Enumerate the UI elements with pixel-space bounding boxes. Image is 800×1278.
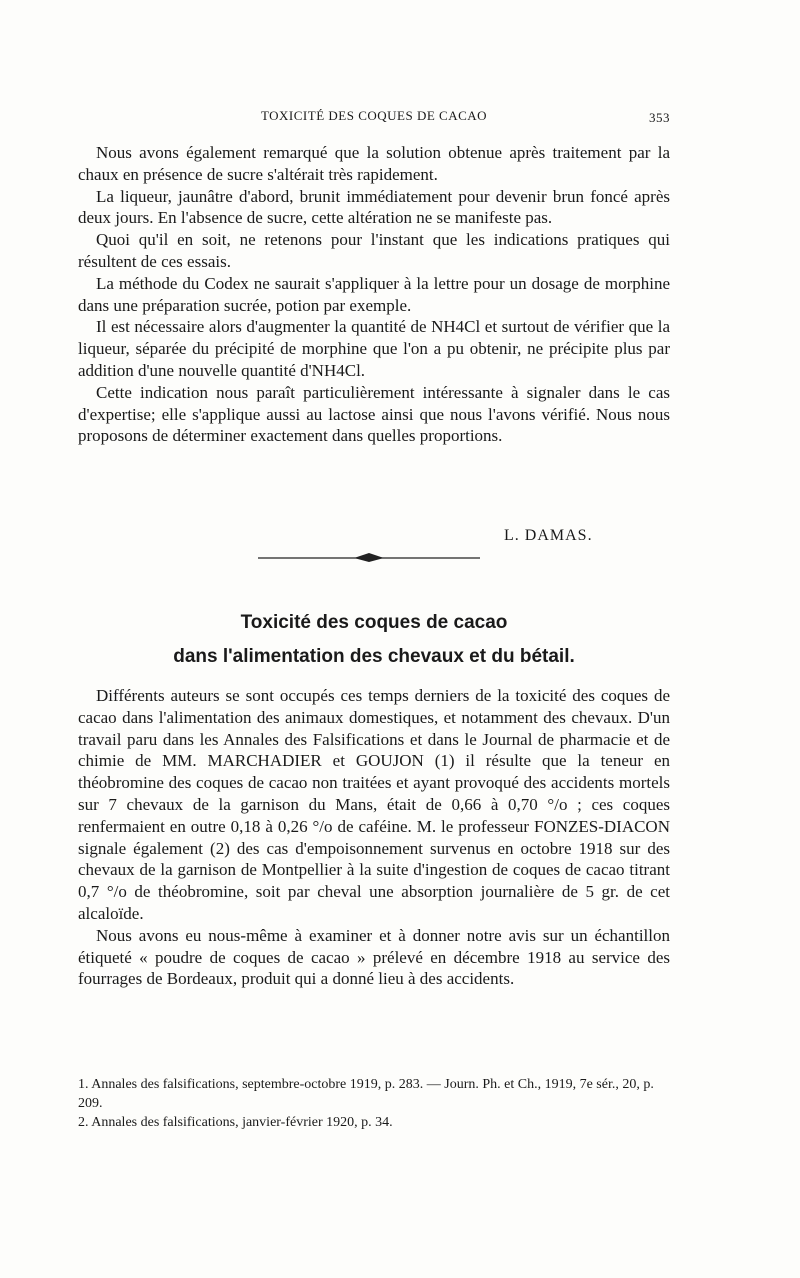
footnotes <box>78 1075 670 1132</box>
paragraph: Quoi qu'il en soit, ne retenons pour l'instant que les indications pratiques qui résultent de ces essais. <box>78 230 670 271</box>
article-body <box>78 685 670 990</box>
running-title: TOXICITÉ DES COQUES DE CACAO <box>260 108 488 123</box>
paragraph: La méthode du Codex ne saurait s'appliquer à la lettre pour un dosage de morphine dans une préparation sucrée, potion par exemple. <box>78 273 670 315</box>
paragraph: La liqueur, jaunâtre d'abord, brunit immédiatement pour devenir brun foncé après deux jours. En l'absence de sucre, cette altération ne se manifeste pas. <box>78 186 670 228</box>
article-title-line-2: dans l'alimentation des chevaux et du bétail. <box>173 646 575 667</box>
author-signature: L. DAMAS. <box>504 527 593 544</box>
paragraph: Cette indication nous paraît particulièrement intéressante à signaler dans le cas d'expertise; elle s'applique aussi au lactose ainsi que nous l'avons vérifié. Nous nous proposons de déterminer exactement dans quelles proportions. <box>78 382 670 446</box>
footnote: 1. Annales des falsifications, septembre-octobre 1919, p. 283. — Journ. Ph. et Ch., 1919, 7e sér., 20, p. 209. <box>78 1077 654 1111</box>
paragraph: Nous avons également remarqué que la solution obtenue après traitement par la chaux en présence de sucre s'altérait très rapidement. <box>78 143 670 184</box>
paragraph: Nous avons eu nous-même à examiner et à donner notre avis sur un échantillon étiqueté « poudre de coques de cacao » prélevé en décembre 1918 au service des fourrages de Bordeaux, produit qui a donné lieu à des accidents. <box>78 925 670 989</box>
footnote: 2. Annales des falsifications, janvier-février 1920, p. 34. <box>78 1115 393 1130</box>
page-number: 353 <box>649 110 670 125</box>
paragraph: Il est nécessaire alors d'augmenter la quantité de NH4Cl et surtout de vérifier que la liqueur, séparée du précipité de morphine que l'on a pu obtenir, ne précipite plus par addition d'une nouvelle quantité d'NH4Cl. <box>78 317 670 380</box>
section-separator <box>258 550 480 566</box>
previous-article-body <box>78 142 670 447</box>
running-header <box>78 108 670 128</box>
article-title-line-1: Toxicité des coques de cacao <box>240 612 508 633</box>
paragraph: Différents auteurs se sont occupés ces temps derniers de la toxicité des coques de cacao dans l'alimentation des animaux domestiques, et notamment des chevaux. D'un travail paru dans les Annales des Falsifications et dans le Journal de pharmacie et de chimie de MM. MARCHADIER et GOUJON (1) il résulte que la teneur en théobromine des coques de cacao non traitées et ayant provoqué des accidents mortels sur 7 chevaux de la garnison du Mans, était de 0,66 à 0,70 °/o ; ces coques renfermaient en outre 0,18 à 0,26 °/o de caféine. M. le professeur FONZES-DIACON signale également (2) des cas d'empoisonnement survenus en octobre 1918 sur des chevaux de la garnison de Montpellier à la suite d'ingestion de coques de cacao titrant 0,7 °/o de théobromine, soit par cheval une absorption journalière de 5 gr. de cet alcaloïde. <box>78 686 670 923</box>
